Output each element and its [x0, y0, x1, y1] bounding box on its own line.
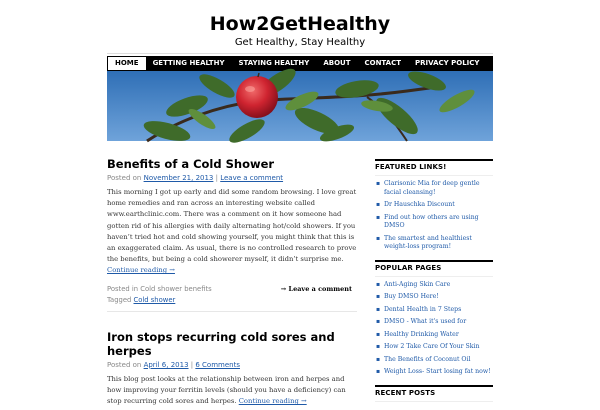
posted-on-label: Posted on	[107, 174, 142, 182]
post	[107, 157, 357, 312]
popular-page-link[interactable]: ▪ Healthy Drinking Water	[375, 331, 493, 340]
post-title[interactable]: Benefits of a Cold Shower	[107, 157, 275, 171]
posted-on-label: Posted on	[107, 360, 142, 369]
site-title[interactable]: How2GetHealthy	[209, 13, 391, 35]
post-body-text: This morning I got up early and did some random browsing. I love great home remedies and ran across an interesting website called www.earthclinic.com. There was a comment on it how someone had gotten rid of his allergies with daily alternating hot/cold showers. If you haven’t tried hot and cold showing yourself, you might think that this is an exaggerated claim. As usual, there is no controlled research to prove the benefits, but being a cold showerer myself, it didn’t surprise me.	[107, 188, 357, 264]
popular-pages-widget	[375, 260, 493, 377]
post-meta	[107, 361, 357, 369]
nav-privacy-policy[interactable]: PRIVACY POLICY	[415, 59, 480, 67]
posted-in-label: Posted in	[107, 284, 139, 293]
popular-page-link[interactable]: ▪ The Benefits of Coconut Oil	[375, 356, 493, 365]
featured-link[interactable]: ▪ Dr Hauschka Discount	[375, 201, 493, 210]
meta-separator: |	[215, 174, 218, 182]
comments-link[interactable]: 6 Comments	[195, 360, 240, 369]
tagged-label: Tagged	[107, 295, 132, 304]
apple-tree-illustration	[107, 71, 493, 141]
post-excerpt	[107, 187, 357, 277]
featured-link[interactable]: ▪ Find out how others are using DMSO	[375, 214, 493, 231]
post-meta	[107, 174, 357, 182]
nav-home[interactable]: HOME	[108, 57, 146, 70]
nav-staying-healthy[interactable]: STAYING HEALTHY	[238, 59, 310, 67]
popular-page-link[interactable]: ▪ How 2 Take Care Of Your Skin	[375, 343, 493, 352]
leave-comment-link[interactable]: → Leave a comment	[280, 284, 352, 293]
main-content	[107, 150, 357, 407]
post-date-link[interactable]: April 6, 2013	[143, 360, 189, 369]
post-body-text: This blog post looks at the relationship between iron and herpes and how improving your ferritin levels (should you have a deficiency) can stop recurring cold sores and herpes.	[107, 374, 346, 406]
nav-about[interactable]: ABOUT	[323, 59, 351, 67]
tag-link[interactable]: Cold shower	[133, 295, 176, 304]
widget-title: POPULAR PAGES	[375, 260, 493, 277]
continue-reading-link[interactable]: Continue reading →	[107, 266, 175, 275]
featured-link[interactable]: ▪ Clarisonic Mia for deep gentle facial cleansing!	[375, 180, 493, 197]
post-excerpt	[107, 374, 357, 408]
post-footer	[107, 284, 357, 312]
popular-page-link[interactable]: ▪ Weight Loss- Start losing fat now!	[375, 368, 493, 377]
nav-getting-healthy[interactable]: GETTING HEALTHY	[152, 59, 225, 67]
popular-page-link[interactable]: ▪ Buy DMSO Here!	[375, 293, 493, 302]
popular-page-link[interactable]: ▪ Anti-Aging Skin Care	[375, 281, 493, 290]
featured-links-widget	[375, 159, 493, 252]
widget-title: FEATURED LINKS!	[375, 159, 493, 176]
header-banner-image	[107, 71, 493, 141]
category-link[interactable]: Cold shower benefits	[140, 284, 212, 293]
nav-divider	[107, 53, 493, 54]
nav-contact[interactable]: CONTACT	[364, 59, 401, 67]
popular-page-link[interactable]: ▪ DMSO - What it's used for	[375, 318, 493, 327]
popular-page-link[interactable]: ▪ Dental Health in 7 Steps	[375, 306, 493, 315]
recent-posts-widget	[375, 385, 493, 402]
apple-icon	[236, 76, 278, 118]
post-date-link[interactable]: November 21, 2013	[143, 174, 214, 182]
featured-link[interactable]: ▪ The smartest and healthiest weight-loss program!	[375, 235, 493, 252]
widget-title: RECENT POSTS	[375, 385, 493, 402]
post-title[interactable]: Iron stops recurring cold sores and herpes	[107, 329, 335, 358]
continue-reading-link[interactable]: Continue reading →	[238, 397, 307, 406]
meta-separator: |	[190, 360, 194, 369]
sidebar	[375, 159, 493, 410]
main-navigation	[107, 56, 493, 71]
post	[107, 330, 357, 408]
comments-link[interactable]: Leave a comment	[220, 174, 284, 182]
site-description: Get Healthy, Stay Healthy	[234, 37, 366, 48]
